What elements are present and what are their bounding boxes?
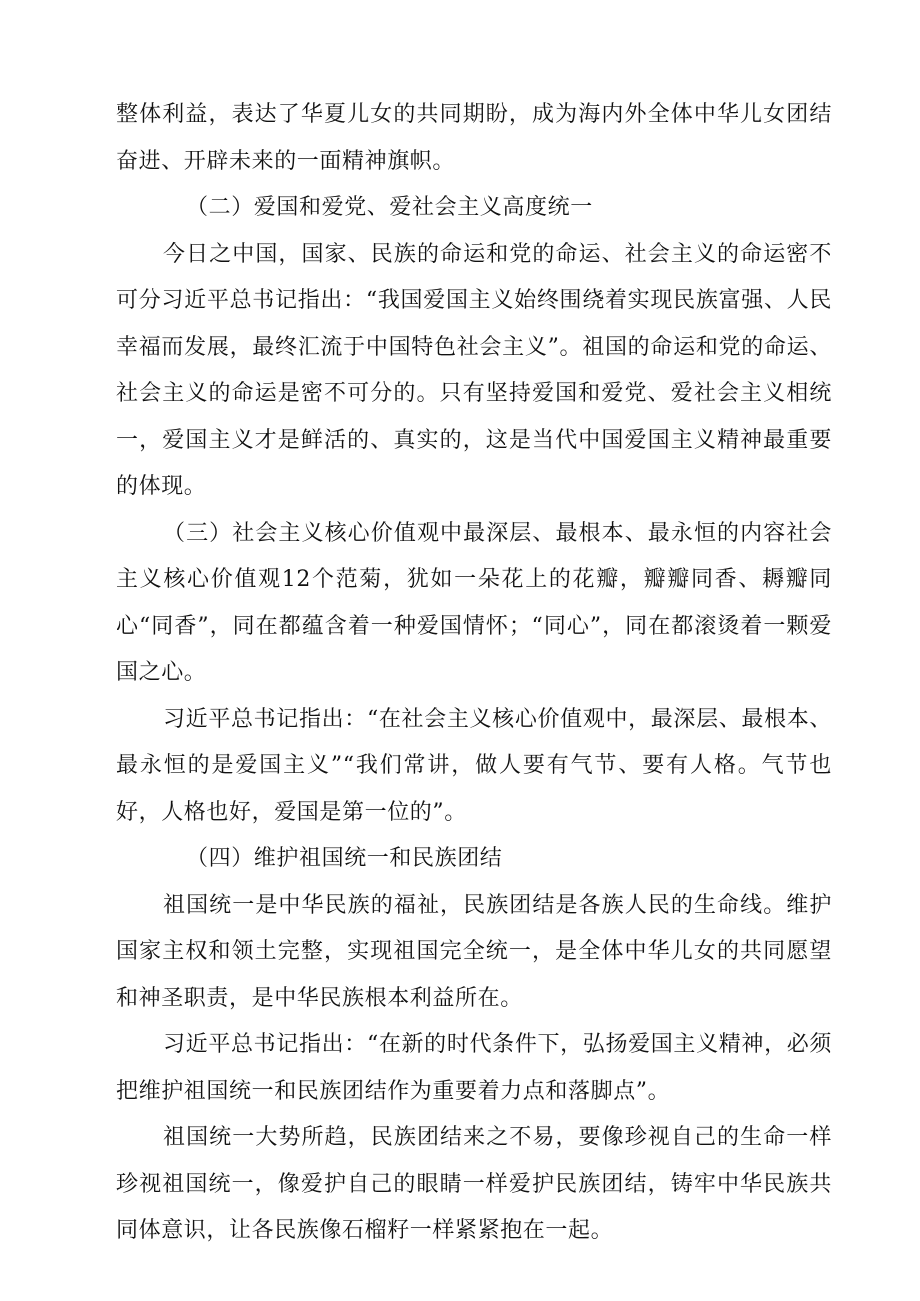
section-heading-2: （二）爱国和爱党、爱社会主义高度统一 [186, 195, 593, 220]
document-body [116, 92, 832, 1255]
paragraph: 祖国统一是中华民族的福祉，民族团结是各族人民的生命线。维护国家主权和领土完整，实现祖国完全统一，是全体中华儿女的共同愿望和神圣职责，是中华民族根本利益所在。 [116, 892, 832, 1011]
paragraph-continuation: 整体利益，表达了华夏儿女的共同期盼，成为海内外全体中华儿女团结奋进、开辟未来的一面精神旗帜。 [116, 102, 832, 174]
section-heading-4: （四）维护祖国统一和民族团结 [186, 846, 503, 871]
section-heading-3-paragraph: （三）社会主义核心价值观中最深层、最根本、最永恒的内容社会主义核心价值观12个范菊，犹如一朵花上的花瓣，瓣瓣同香、耨瓣同心“同香”，同在都蕴含着一种爱国情怀；“同心”，同在都滚烫着一颗爱国之心。 [116, 520, 832, 685]
paragraph: 习近平总书记指出：“在社会主义核心价值观中，最深层、最根本、最永恒的是爱国主义”“我们常讲，做人要有气节、要有人格。气节也好，人格也好，爱国是第一位的”。 [116, 706, 832, 825]
paragraph: 习近平总书记指出：“在新的时代条件下，弘扬爱国主义精神，必须把维护祖国统一和民族团结作为重要着力点和落脚点”。 [116, 1032, 832, 1104]
paragraph: 祖国统一大势所趋，民族团结来之不易，要像珍视自己的生命一样珍视祖国统一，像爱护自己的眼睛一样爱护民族团结，铸牢中华民族共同体意识，让各民族像石榴籽一样紧紧抱在一起。 [116, 1125, 832, 1243]
paragraph: 今日之中国，国家、民族的命运和党的命运、社会主义的命运密不可分习近平总书记指出：“我国爱国主义始终围绕着实现民族富强、人民幸福而发展，最终汇流于中国特色社会主义”。祖国的命运和党的命运、社会主义的命运是密不可分的。只有坚持爱国和爱党、爱社会主义相统一，爱国主义才是鲜活的、真实的，这是当代中国爱国主义精神最重要的体现。 [116, 241, 832, 499]
